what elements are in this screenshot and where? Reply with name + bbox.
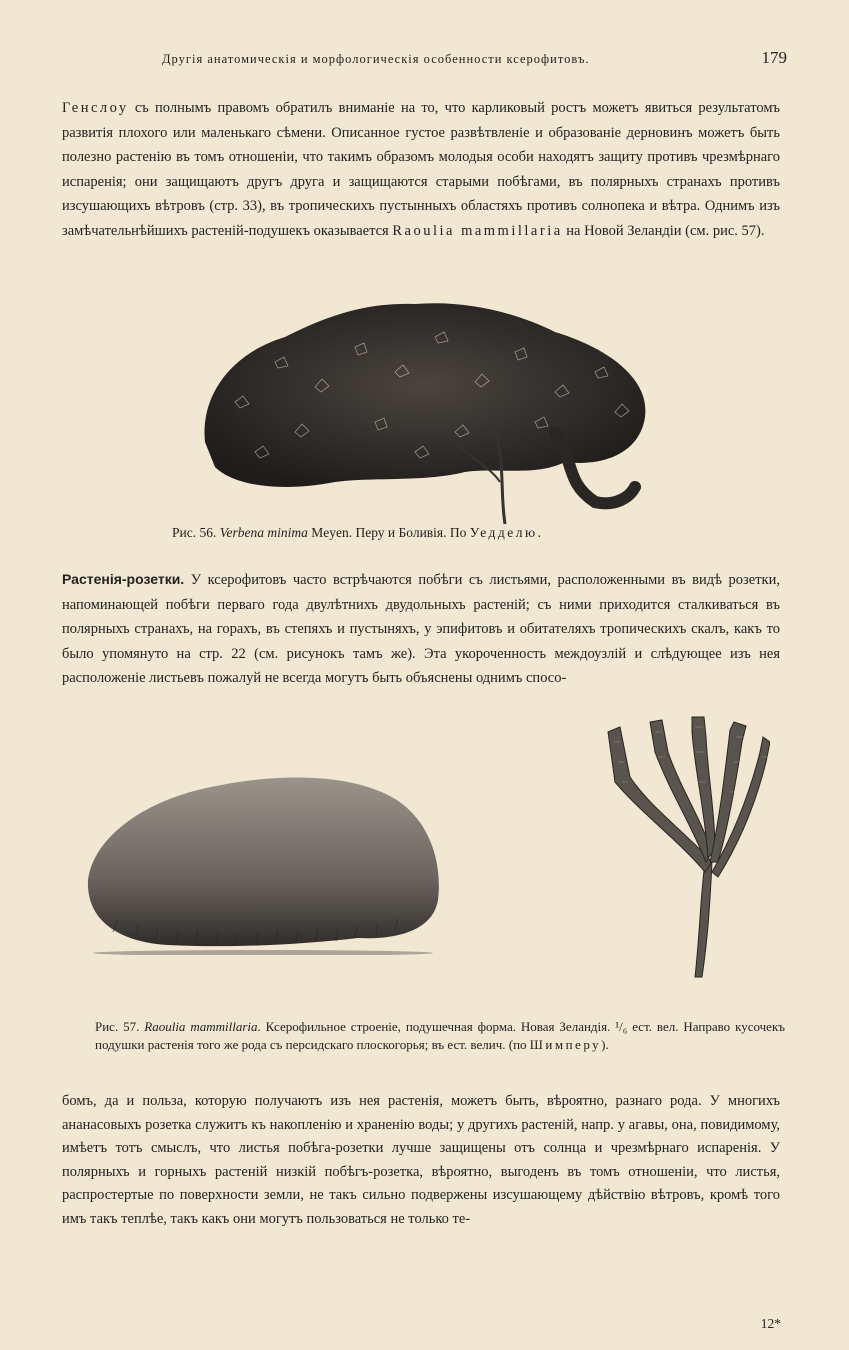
author-name: Генслоу: [62, 100, 129, 116]
species-name: Raoulia mammillaria: [392, 222, 563, 239]
species-name: Raoulia mammillaria: [144, 1019, 258, 1034]
figure-label: Рис. 57.: [95, 1019, 140, 1034]
paragraph-text: съ полнымъ правомъ обратилъ вниманіе на то, что карликовый ростъ можетъ явиться результатомъ развитія плохого или маленькаго сѣмени. Описанное густое развѣтвленіе и образованіе дерновинъ можетъ быть полезно растенію въ томъ отношеніи, что такимъ образомъ молодыя особи находятъ защиту противъ чрезмѣрнаго испаренія; они защищаютъ другъ друга и защищаются старыми побѣгами, въ полярныхъ странахъ противъ изсушающихъ вѣтровъ (стр. 33), въ тропическихъ пустынныхъ областяхъ противъ солнопека и вѣтра. Однимъ изъ замѣчательнѣйшихъ растеній-подушекъ оказывается: [62, 100, 780, 239]
paragraph-text: на Новой Зеландіи (см. рис. 57).: [562, 222, 765, 239]
figure-label: Рис. 56.: [172, 525, 217, 540]
caption-text: . Ксерофильное строеніе, подушечная форма. Новая Зеландія. ¹/₆ ест. вел. Направо кусочекъ подушки растенія того же рода съ персидскаго плоскогорья; въ ест. велич. (по: [95, 1019, 785, 1052]
figure-56-verbena-illustration: [195, 292, 655, 527]
running-title: Другія анатомическія и морфологическія особенности ксерофитовъ.: [162, 52, 590, 66]
figure-57-branch-illustration: [600, 712, 770, 982]
figure-56-caption: [172, 524, 692, 542]
section-heading: Растенія-розетки.: [62, 571, 185, 587]
paragraph-3: бомъ, да и польза, которую получаютъ изъ нея растенія, можетъ быть, вѣроятно, разнаго рода. У многихъ ананасовыхъ розетка служитъ къ накопленію и храненію воды; у другихъ растеній, напр. у агавы, она, повидимому, имѣетъ тотъ смыслъ, что листья побѣга-розетки лучше защищены отъ солнца и чрезмѣрнаго испаренія. У полярныхъ и горныхъ растеній низкій побѣгъ-розетка, вѣроятно, выгоденъ въ томъ отношеніи, что листья, распростертые по поверхности земли, не такъ сильно подвержены изсушающему дѣйствію вѣтровъ, кромѣ того имъ такъ теплѣе, такъ какъ они могутъ пользоваться не только те-: [62, 1093, 780, 1227]
caption-text: ).: [601, 1036, 609, 1052]
paragraph-1: [62, 96, 780, 243]
page-header: [62, 48, 787, 72]
signature-mark: 12*: [760, 1316, 781, 1331]
author-name: Шимперу: [529, 1036, 602, 1052]
author-name: Уедделю: [469, 525, 538, 540]
page-number: 179: [761, 48, 787, 67]
caption-text: .: [537, 525, 541, 540]
species-name: Verbena minima: [219, 525, 308, 540]
caption-text: Meyen. Перу и Боливія. По: [307, 525, 470, 540]
figure-57-cushion-plant-illustration: [78, 770, 448, 955]
paragraph-2: [62, 567, 780, 691]
paragraph-text: У ксерофитовъ часто встрѣчаются побѣги съ листьями, расположенными въ видѣ розетки, напоминающей побѣги перваго года двулѣтнихъ двудольныхъ растеній; съ ними приходится сталкиваться въ полярныхъ странахъ, на горахъ, въ степяхъ и пустыняхъ, у эпифитовъ и обитателяхъ тропическихъ скалъ, какъ то было упомянуто на стр. 22 (см. рисунокъ тамъ же). Эта укороченность междоузлій и слѣдующее изъ нея расположеніе листьевъ пожалуй не всегда могутъ быть объяснены однимъ спосо-: [62, 572, 780, 686]
figure-57-caption: [95, 1018, 785, 1053]
